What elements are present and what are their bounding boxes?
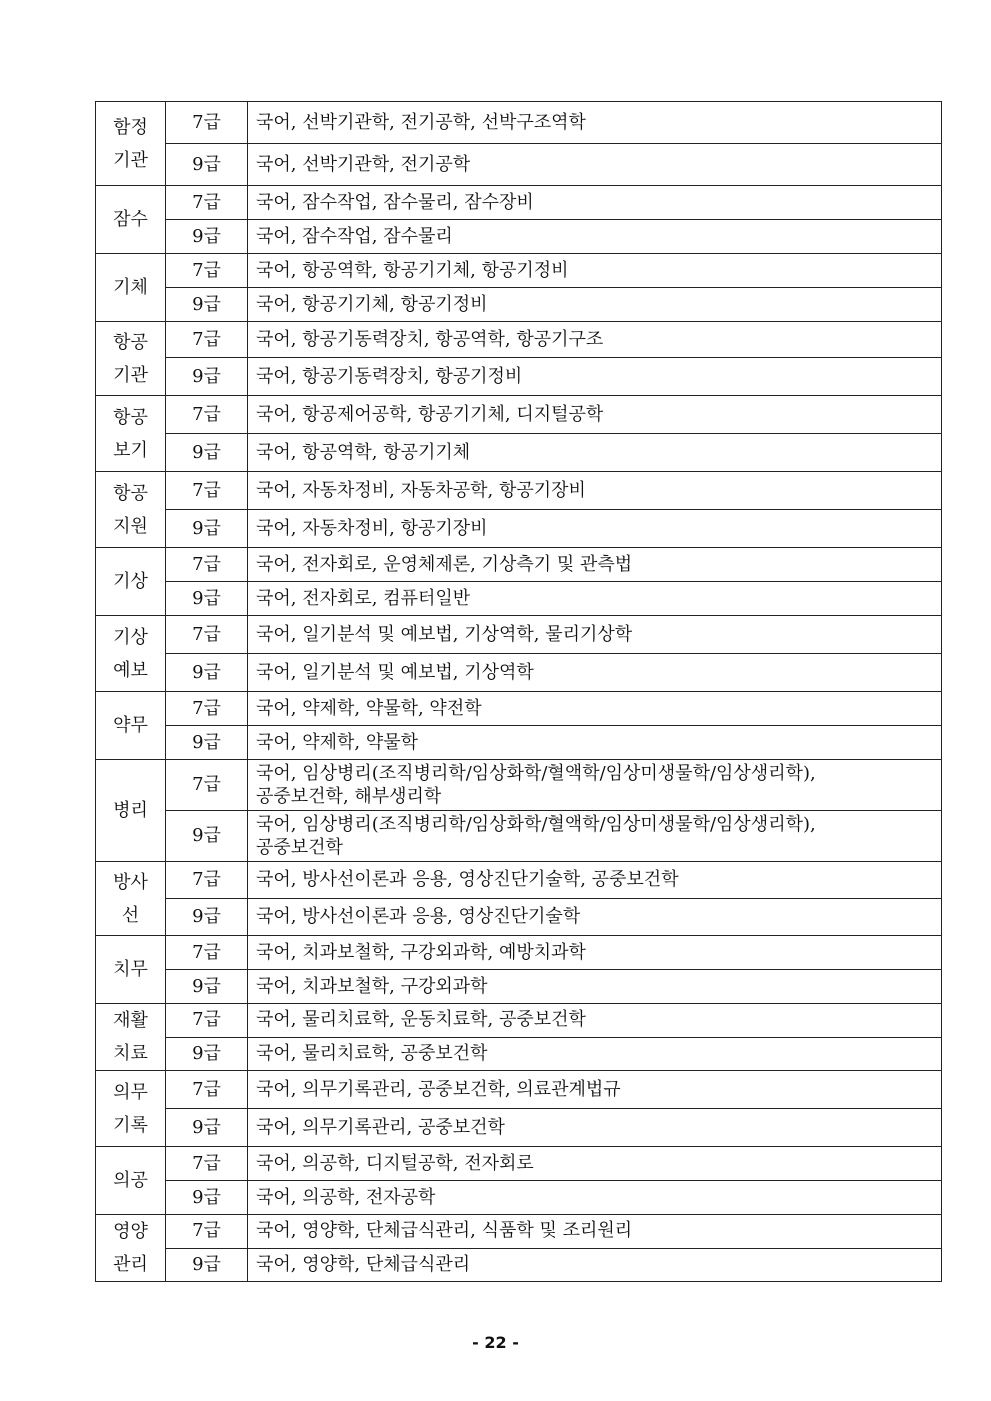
subjects-cell <box>248 1109 942 1147</box>
grade-cell: 9급 <box>166 582 248 616</box>
subjects-text: 국어, 임상병리(조직병리학/임상화학/혈액학/임상미생물학/임상생리학), <box>256 814 816 835</box>
subjects-cell <box>248 358 942 396</box>
subjects-cell <box>248 186 942 220</box>
subjects-cell <box>248 899 942 936</box>
subjects-cell <box>248 970 942 1004</box>
table-row <box>96 220 942 254</box>
category-cell <box>96 396 166 472</box>
grade-cell: 9급 <box>166 1248 248 1282</box>
grade-cell: 9급 <box>166 1109 248 1147</box>
subjects-text: 국어, 항공기기체, 항공기정비 <box>256 293 488 315</box>
category-cell <box>96 936 166 1004</box>
table-row <box>96 1109 942 1147</box>
subjects-text: 국어, 치과보철학, 구강외과학 <box>256 975 488 997</box>
subjects-cell <box>248 1037 942 1071</box>
subjects-text: 국어, 선박기관학, 전기공학 <box>256 153 471 175</box>
table-row <box>96 1248 942 1282</box>
category-label: 영양 <box>113 1221 148 1242</box>
table-row <box>96 434 942 472</box>
table-row <box>96 970 942 1004</box>
subjects-cell <box>248 936 942 970</box>
subjects-cell <box>248 322 942 358</box>
category-cell <box>96 1215 166 1282</box>
subjects-text: 국어, 물리치료학, 공중보건학 <box>256 1042 488 1064</box>
grade-cell: 9급 <box>166 970 248 1004</box>
category-cell <box>96 254 166 322</box>
grade-cell: 9급 <box>166 726 248 760</box>
subjects-cell <box>248 692 942 726</box>
category-label: 재활 <box>113 1010 148 1031</box>
subjects-text: 국어, 방사선이론과 응용, 영상진단기술학 <box>256 906 581 927</box>
subjects-text: 국어, 의무기록관리, 공중보건학, 의료관계법규 <box>256 1078 621 1100</box>
table-row <box>96 1215 942 1249</box>
subjects-text: 국어, 의공학, 전자공학 <box>256 1186 436 1208</box>
grade-cell: 7급 <box>166 616 248 654</box>
grade-cell: 9급 <box>166 434 248 472</box>
subjects-text: 국어, 선박기관학, 전기공학, 선박구조역학 <box>256 111 586 133</box>
table-row <box>96 1037 942 1071</box>
subjects-cell <box>248 582 942 616</box>
subjects-cell <box>248 254 942 288</box>
grade-cell: 7급 <box>166 692 248 726</box>
category-label: 기관 <box>113 364 148 386</box>
table-row <box>96 186 942 220</box>
table-row <box>96 862 942 899</box>
page-number: - 22 - <box>472 1333 519 1352</box>
category-label: 약무 <box>113 715 148 736</box>
table-row <box>96 1181 942 1215</box>
grade-cell: 9급 <box>166 288 248 322</box>
subjects-text: 국어, 항공역학, 항공기기체, 항공기정비 <box>256 259 569 281</box>
table-row <box>96 582 942 616</box>
table-row <box>96 358 942 396</box>
subjects-text: 국어, 일기분석 및 예보법, 기상역학, 물리기상학 <box>256 623 633 645</box>
category-label: 기상 <box>113 571 148 592</box>
subjects-cell <box>248 396 942 434</box>
subjects-text: 공중보건학 <box>256 837 343 858</box>
subjects-cell <box>248 1215 942 1249</box>
category-cell <box>96 1147 166 1215</box>
subjects-text: 공중보건학, 해부생리학 <box>256 786 442 807</box>
category-label: 병리 <box>113 800 148 821</box>
category-label: 관리 <box>113 1254 148 1275</box>
subjects-cell <box>248 472 942 510</box>
subjects-text: 국어, 항공역학, 항공기기체 <box>256 441 471 463</box>
subjects-cell <box>248 862 942 899</box>
category-cell <box>96 472 166 548</box>
subjects-cell <box>248 1248 942 1282</box>
category-label: 잠수 <box>113 209 148 230</box>
category-label: 함정 <box>113 116 148 138</box>
grade-cell: 7급 <box>166 862 248 899</box>
subjects-cell <box>248 1004 942 1038</box>
category-label: 의무 <box>113 1081 148 1103</box>
subjects-cell <box>248 616 942 654</box>
category-label: 예보 <box>113 659 148 681</box>
table-row <box>96 654 942 692</box>
subjects-text: 국어, 약제학, 약물학 <box>256 731 418 753</box>
table-row <box>96 102 942 144</box>
subjects-cell <box>248 102 942 144</box>
category-label: 치무 <box>113 959 148 980</box>
table-row <box>96 472 942 510</box>
table-row <box>96 616 942 654</box>
table-row <box>96 254 942 288</box>
table-row <box>96 1071 942 1109</box>
subjects-text: 국어, 자동차정비, 항공기장비 <box>256 517 488 539</box>
grade-cell: 7급 <box>166 396 248 434</box>
subjects-text: 국어, 방사선이론과 응용, 영상진단기술학, 공중보건학 <box>256 869 679 890</box>
table-row <box>96 548 942 582</box>
grade-cell: 7급 <box>166 936 248 970</box>
subjects-cell <box>248 548 942 582</box>
grade-cell: 9급 <box>166 358 248 396</box>
grade-cell: 7급 <box>166 254 248 288</box>
category-cell <box>96 1071 166 1147</box>
subjects-cell <box>248 1181 942 1215</box>
table-row <box>96 899 942 936</box>
grade-cell: 9급 <box>166 144 248 186</box>
category-label: 방사 <box>113 871 148 893</box>
category-cell <box>96 1004 166 1071</box>
grade-cell: 7급 <box>166 102 248 144</box>
subjects-text: 국어, 잠수작업, 잠수물리 <box>256 225 453 247</box>
category-label: 기록 <box>113 1114 148 1136</box>
subjects-cell <box>248 811 942 862</box>
grade-cell: 9급 <box>166 220 248 254</box>
table-row <box>96 144 942 186</box>
table-row <box>96 288 942 322</box>
grade-cell: 7급 <box>166 1147 248 1181</box>
table-row <box>96 1147 942 1181</box>
grade-cell: 7급 <box>166 1071 248 1109</box>
category-cell <box>96 760 166 862</box>
grade-cell: 7급 <box>166 760 248 811</box>
grade-cell: 7급 <box>166 1004 248 1038</box>
subjects-text: 국어, 전자회로, 운영체제론, 기상측기 및 관측법 <box>256 553 633 575</box>
table-row <box>96 760 942 811</box>
table-row <box>96 936 942 970</box>
subjects-text: 국어, 자동차정비, 자동차공학, 항공기장비 <box>256 479 586 501</box>
table-row <box>96 692 942 726</box>
category-cell <box>96 102 166 186</box>
category-label: 기관 <box>113 149 148 171</box>
category-cell <box>96 322 166 396</box>
subjects-text: 국어, 항공기동력장치, 항공기정비 <box>256 365 523 387</box>
table-row <box>96 811 942 862</box>
subjects-text: 국어, 임상병리(조직병리학/임상화학/혈액학/임상미생물학/임상생리학), <box>256 763 816 784</box>
subjects-cell <box>248 510 942 548</box>
grade-cell: 7급 <box>166 1215 248 1249</box>
table-row <box>96 726 942 760</box>
subjects-cell <box>248 1071 942 1109</box>
subjects-text: 국어, 영양학, 단체급식관리 <box>256 1253 471 1275</box>
category-label: 기체 <box>113 277 148 298</box>
subjects-text: 국어, 영양학, 단체급식관리, 식품학 및 조리원리 <box>256 1220 633 1242</box>
grade-cell: 7급 <box>166 322 248 358</box>
subjects-text: 국어, 의무기록관리, 공중보건학 <box>256 1116 505 1138</box>
grade-cell: 9급 <box>166 811 248 862</box>
category-cell <box>96 548 166 616</box>
grade-cell: 9급 <box>166 1037 248 1071</box>
subjects-text: 국어, 항공기동력장치, 항공역학, 항공기구조 <box>256 328 604 350</box>
subjects-text: 국어, 항공제어공학, 항공기기체, 디지털공학 <box>256 403 604 425</box>
category-label: 항공 <box>113 331 148 353</box>
subjects-text: 국어, 잠수작업, 잠수물리, 잠수장비 <box>256 191 534 213</box>
subjects-text: 국어, 약제학, 약물학, 약전학 <box>256 697 482 719</box>
exam-subject-table <box>95 101 942 1282</box>
category-label: 선 <box>121 904 140 926</box>
table-row <box>96 396 942 434</box>
subjects-text: 국어, 치과보철학, 구강외과학, 예방치과학 <box>256 941 586 963</box>
category-label: 의공 <box>113 1170 148 1191</box>
grade-cell: 7급 <box>166 548 248 582</box>
subjects-text: 국어, 의공학, 디지털공학, 전자회로 <box>256 1152 534 1174</box>
subjects-text: 국어, 일기분석 및 예보법, 기상역학 <box>256 661 534 683</box>
subjects-cell <box>248 1147 942 1181</box>
grade-cell: 9급 <box>166 654 248 692</box>
category-cell <box>96 186 166 254</box>
subjects-cell <box>248 726 942 760</box>
grade-cell: 7급 <box>166 472 248 510</box>
subjects-cell <box>248 434 942 472</box>
subjects-cell <box>248 144 942 186</box>
category-cell <box>96 692 166 760</box>
grade-cell: 9급 <box>166 510 248 548</box>
subjects-cell <box>248 220 942 254</box>
category-cell <box>96 862 166 936</box>
table-row <box>96 1004 942 1038</box>
category-label: 기상 <box>113 626 148 648</box>
grade-cell: 9급 <box>166 1181 248 1215</box>
subjects-text: 국어, 물리치료학, 운동치료학, 공중보건학 <box>256 1009 586 1031</box>
category-label: 항공 <box>113 406 148 428</box>
category-label: 항공 <box>113 482 148 504</box>
subjects-text: 국어, 전자회로, 컴퓨터일반 <box>256 587 471 609</box>
grade-cell: 9급 <box>166 899 248 936</box>
category-label: 치료 <box>113 1043 148 1064</box>
table-row <box>96 322 942 358</box>
table-row <box>96 510 942 548</box>
category-label: 지원 <box>113 515 148 537</box>
grade-cell: 7급 <box>166 186 248 220</box>
subjects-cell <box>248 654 942 692</box>
subjects-cell <box>248 288 942 322</box>
subjects-cell <box>248 760 942 811</box>
category-cell <box>96 616 166 692</box>
category-label: 보기 <box>113 439 148 461</box>
